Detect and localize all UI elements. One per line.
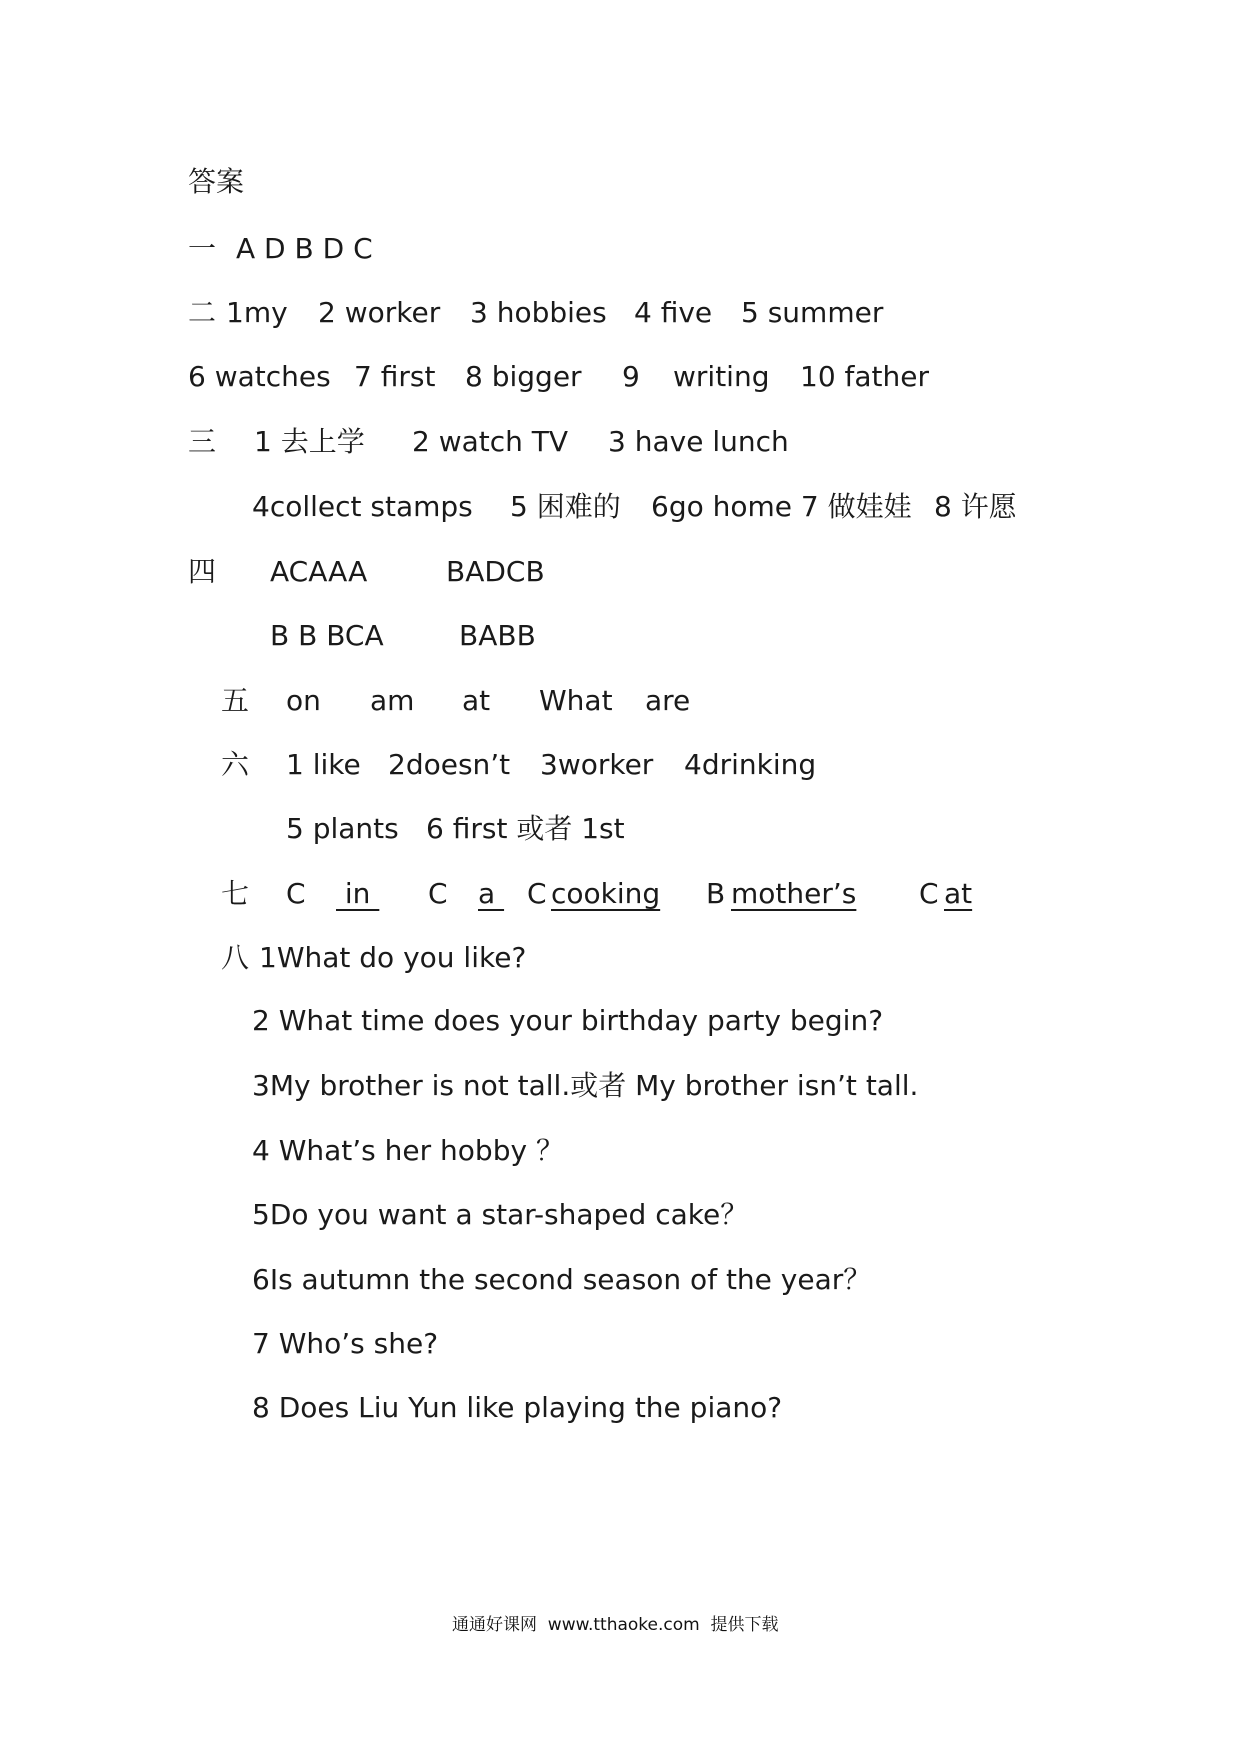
section-7-filled-word: at [944,877,973,910]
section-2-answer: 1my [226,296,288,329]
section-7-filled-word: a [478,877,505,910]
section-3-answer: 2 watch TV [412,425,569,458]
section-6-answer: 3worker [540,748,654,781]
section-5-answer: What [539,684,613,717]
page-title: 答案 [188,165,245,198]
section-2-answer: 2 worker [318,296,441,329]
section-3-answer: 5 困难的 [510,490,621,523]
section-8-number: 八 [221,941,250,974]
footer-watermark-text: 通通好课网 www.tthaoke.com 提供下载 [452,1615,779,1635]
section-6-answer: 6 first 或者 1st [426,812,625,845]
section-8-sentence: 6Is autumn the second season of the year？ [252,1263,872,1296]
section-7-filled-word: in [336,877,380,910]
section-7-choice: C [428,877,448,910]
section-4-answers: B B BCA [270,619,384,652]
section-2-answer-number: 9 [622,360,640,393]
section-8-sentence: 3My brother is not tall.或者 My brother isn’t tall. [252,1069,919,1102]
section-8-sentence: 5Do you want a star-shaped cake？ [252,1198,749,1231]
section-2-answer: 5 summer [741,296,884,329]
section-7-number: 七 [221,877,250,910]
section-7-filled-word: mother’s [731,877,857,910]
section-2-answer: 4 five [634,296,713,329]
section-7-filled-word: cooking [551,877,661,910]
section-4-number: 四 [188,555,217,588]
section-2-number: 二 [188,296,217,329]
section-7-choice: C [919,877,939,910]
section-6-answer: 2doesn’t [388,748,511,781]
section-6-answer: 4drinking [684,748,817,781]
section-2-answer: 7 first [354,360,436,393]
section-8-sentence: 8 Does Liu Yun like playing the piano? [252,1391,783,1424]
section-1-answers: A D B D C [236,232,373,265]
section-3-answer: 1 去上学 [254,425,365,458]
section-6-number: 六 [221,748,250,781]
section-5-answer: at [462,684,491,717]
section-3-answer: 4collect stamps [252,490,473,523]
section-2-answer: 8 bigger [465,360,582,393]
section-4-answers: BADCB [446,555,545,588]
section-4-answers: ACAAA [270,555,368,588]
section-3-answer: 6go home 7 做娃娃 [651,490,912,523]
section-2-answer: 10 father [800,360,930,393]
section-3-answer: 8 许愿 [934,490,1017,523]
section-1-number: 一 [188,232,217,265]
section-3-number: 三 [188,425,217,458]
section-2-answer: 6 watches [188,360,331,393]
section-4-answers: BABB [459,619,536,652]
section-2-answer: 3 hobbies [470,296,607,329]
section-8-sentence: 2 What time does your birthday party begin? [252,1004,884,1037]
section-7-choice: C [527,877,547,910]
section-8-sentence: 4 What’s her hobby ？ [252,1134,564,1167]
section-3-answer: 3 have lunch [608,425,789,458]
section-5-answer: am [370,684,415,717]
section-6-answer: 1 like [286,748,361,781]
section-5-number: 五 [221,684,250,717]
section-6-answer: 5 plants [286,812,399,845]
section-2-answer: writing [673,360,770,393]
section-5-answer: are [645,684,691,717]
section-5-answer: on [286,684,321,717]
section-7-choice: C [286,877,306,910]
section-8-sentence: 7 Who’s she? [252,1327,439,1360]
section-8-sentence: 1What do you like? [259,941,527,974]
section-7-choice: B [706,877,726,910]
